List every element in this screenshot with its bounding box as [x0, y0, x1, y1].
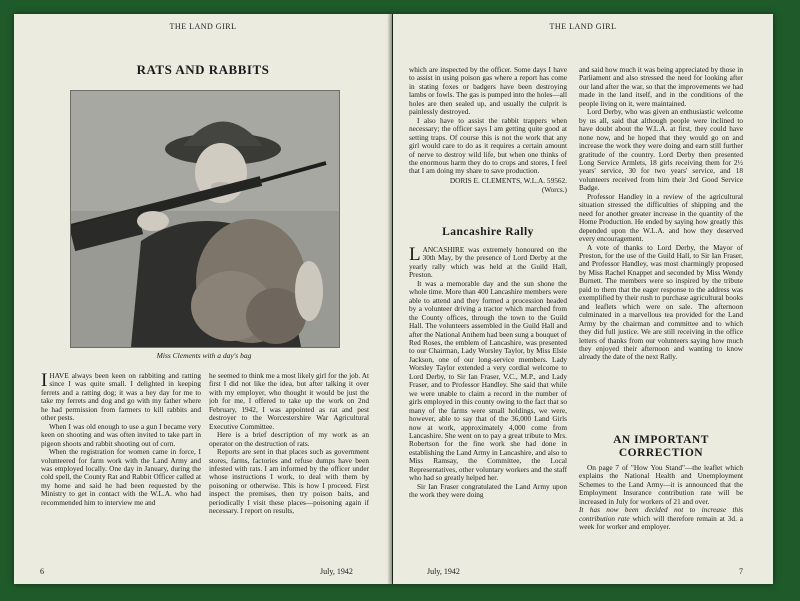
paragraph: Here is a brief description of my work as an operator on the destruction of rats.: [209, 430, 369, 448]
issue-date: July, 1942: [320, 567, 353, 576]
right-page: [393, 14, 773, 584]
correction-headline-line-2: CORRECTION: [618, 447, 704, 459]
paragraph: I also have to assist the rabbit trappers when necessary; the officer says I am getting quite good at setting traps. Of course this is not the work that any girl would care to do as it requires a certain amount of nerve to destroy wild life, but when one thinks of the enormous harm they do to crops and stores, I feel that I am doing my share to save production.: [409, 115, 567, 176]
author-county: (Worcs.): [541, 185, 567, 195]
photo-caption: Miss Clements with a day's bag: [156, 351, 252, 360]
paragraph: Professor Handley in a review of the agricultural situation stressed the difficulties of shipping and the need for another greater increase in the quantity of the Home Production. He ended by saying how greatly this depended upon the W.L.A. and how they deserved every encouragement.: [579, 191, 743, 244]
article-headline: RATS AND RABBITS: [136, 62, 270, 77]
article-photo: [70, 90, 340, 348]
paragraph: When the registration for women came in force, I volunteered for farm work with the Land Army and was employed locally. One day in January, during the cold spell, the County Rat and Rabbit Officer called at my home and said he had been requested by the Ministry to get in contact with the W.L.A. who had recommended him to interview me and: [41, 447, 201, 507]
drop-cap: L: [409, 246, 421, 265]
land-girl-photo: [71, 91, 339, 347]
paragraph: HAVE always been keen on rabbiting and ratting since I was quite small. I delighted in keeping ferrets and a ratting dog; it was a hey day for me to take my ferrets and dog and go with my father where he had permission from farmers to kill rabbits and other pests.: [41, 372, 201, 423]
paragraph: ANCASHIRE was extremely honoured on the 30th May, by the presence of Lord Derby at the yearly rally which was held at the Guild Hall, Preston.: [409, 246, 567, 280]
paragraph: A vote of thanks to Lord Derby, the Mayor of Preston, for the use of the Guild Hall, to Sir Ian Fraser, and Professor Handley, was most charmingly proposed by Miss Rachel Knappet and seconded by Miss Wendy Burnett. The members were so inspired by the tribute paid to them that the eager response to the address was exemplified by their rush to purchase agricultural books and leaflets which were on sale. The afternoon culminated in a marvellous tea provided for the Land Army by the chairman and committee and to which they did full justice. We are still receiving in the office letters of thanks from our volunteers saying how much they enjoyed their afternoon and wanting to know already the date of the next Rally.: [579, 242, 743, 362]
page-number: 6: [40, 567, 44, 576]
running-head: THE LAND GIRL: [169, 22, 237, 31]
correction-headline-line-1: AN IMPORTANT: [613, 434, 709, 446]
drop-cap: I: [41, 372, 48, 391]
paragraph: he seemed to think me a most likely girl for the job. At first I did not like the idea, but after talking it over with my employer, who thought it would be just the job for me, I offered to take up the work on 2nd February, 1942, I was appointed as rat and pest destroyer to the Worcestershire War Agricultural Executive Committee.: [209, 372, 369, 431]
article-continuation: [409, 66, 567, 216]
rally-continuation: [579, 66, 743, 428]
rally-headline: Lancashire Rally: [442, 226, 534, 238]
correction-headline: [579, 434, 743, 460]
paragraph: which will therefore remain at 3d. a week for worker and employer.: [579, 513, 743, 532]
paragraph: which are inspected by the officer. Some days I have to assist in using poison gas where a report has come in stating foxes or badgers have been destroying lambs or fowls. The gas is pumped into the holes—all holes are then sealed up, and usually the culprit is painlessly destroyed.: [409, 66, 567, 117]
paragraph: When I was old enough to use a gun I became very keen on shooting and was often invited to take part in pigeon shoots and rabbit shooting out of corn.: [41, 421, 201, 448]
rally-column: [409, 246, 567, 562]
article-column-1: [41, 372, 201, 558]
paragraph: and said how much it was being appreciated by those in Parliament and also stressed the need for looking after our land after the war, so that the improvements we had made in the land itself, and in the conditions of the people living on it, were maintained.: [579, 66, 743, 108]
paragraph: It was a memorable day and the sun shone the whole time. More than 400 Lancashire members were able to attend and they formed a procession headed by a volunteer driving a tractor which marched from the County offices, through the town to the Guild Hall. The volunteers assembled in the Guild Hall and after the National Anthem had been sung a bouquet of Red Roses, the emblem of Lancashire, was presented to our Chairman, Lady Worsley Taylor, by Miss Elsie Jackson, one of our long-service members. Lady Worsley Taylor extended a very cordial welcome to Lord Derby, to Sir Ian Fraser, V.C., M.P., and Lady Fraser, and to Professor Handley. She said that while we were unable to claim a record in the number of girls employed in this county owing to the fact that so many of the farms were small holdings, we were, however, able to say that of the 36,000 Land Girls now at work, approximately 4,000 come from Lancashire. She went on to pay a great tribute to Mrs. Robertson for the fine work she had done in establishing the Land Army in Lancashire, and also to Miss Ramsay, the Committee, the Local Representatives, other voluntary workers and the staff who had so greatly helped her.: [409, 278, 567, 483]
paragraph: Sir Ian Fraser congratulated the Land Army upon the work they were doing: [409, 481, 567, 500]
issue-date: July, 1942: [427, 567, 460, 576]
paragraph: On page 7 of "How You Stand"—the leaflet which explains the National Health and Unemployment Schemes to the Land Army—it is announced that the Employment Insurance contribution rate will be increased in July for workers of 21 and over.: [579, 464, 743, 506]
correction-column: [579, 464, 743, 560]
paragraph: Lord Derby, who was given an enthusiastic welcome by us all, said that although people were inclined to have doubt about the W.L.A. at first, they could have none now, and he hoped that they would go on and increase the work they were doing and earn still further gratitude of the country. Lord Derby then presented Long Service Armlets, 18 girls receiving them for 2½ years' service, 30 for two years' service, and 18 volunteers received from him their 3rd Good Service Badge.: [579, 107, 743, 193]
running-head: THE LAND GIRL: [549, 22, 617, 31]
left-page: [14, 14, 392, 584]
page-number: 7: [739, 567, 743, 576]
paragraph: Reports are sent in that places such as government stores, farms, factories and refuse dumps have been infested with rats. I am informed by the officer under whose instructions I work, to deal with them by poisoning or otherwise. This is how I proceed. First inspect the premises, then try poison baits, and periodically I visit these places—poisoning again if necessary. I report on results,: [209, 447, 369, 516]
emphasis: It has now been decided not to increase this contribution rate: [579, 505, 743, 523]
article-column-2: [209, 372, 369, 558]
author-signature: DORIS E. CLEMENTS, W.L.A. 59562.: [449, 175, 567, 185]
